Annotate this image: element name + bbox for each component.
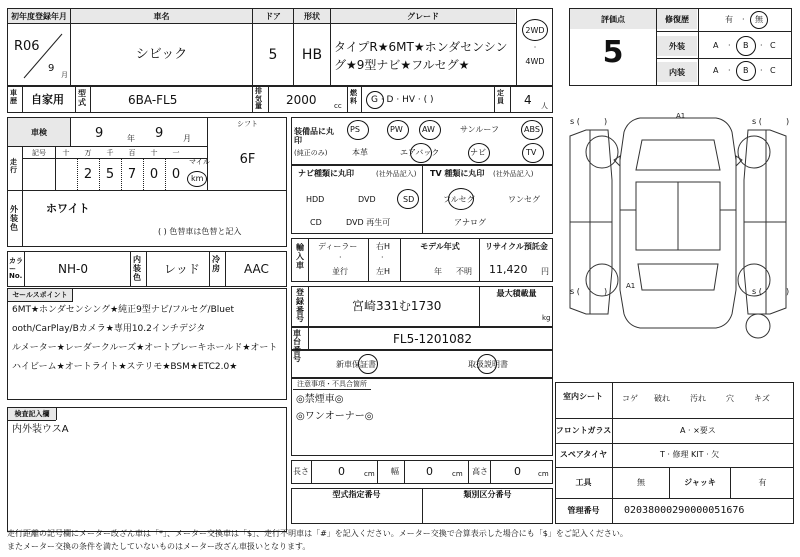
equip-item-0: PS <box>350 125 360 134</box>
model-year-label: モデル年式 <box>420 242 460 251</box>
diagram-s-mark-7: s ( <box>752 287 762 296</box>
sales-point-line-2: ルメーター★レーダークルーズ★オートブレーキホールド★オート <box>12 343 278 353</box>
first-reg-month: 9 <box>48 63 55 74</box>
shift-value: 6F <box>239 152 256 167</box>
capacity-label: 定員 <box>497 89 504 105</box>
score-value: 5 <box>602 35 624 70</box>
windshield-options: A · ×要ス <box>680 426 716 435</box>
equip-item-3: サンルーフ <box>460 125 499 134</box>
repair-yes: 有 <box>725 15 733 24</box>
navi-dvd-play: DVD 再生可 <box>346 218 391 227</box>
width-unit: cm <box>452 470 463 478</box>
exterior-b: B <box>743 41 749 50</box>
management-value: 02038000290000051676 <box>624 505 745 516</box>
navi-cd: CD <box>310 218 322 227</box>
navi-dvd: DVD <box>358 195 376 204</box>
navi-label: ナビ種類に丸印 <box>298 169 354 178</box>
seat-label: 室内シート <box>563 392 603 401</box>
recycle-value: 11,420 <box>489 263 528 276</box>
color-note: ( ) 色替車は色替と記入 <box>158 227 242 236</box>
height-unit: cm <box>538 470 549 478</box>
diagram-s-mark-3: s ( <box>752 117 762 126</box>
diagram-s-mark-8: ) <box>786 287 790 296</box>
mileage-unit-km: km <box>191 174 204 183</box>
note-line-1: ◎禁煙車◎ <box>296 394 344 405</box>
mileage-unit-1: 万 <box>84 149 92 157</box>
mileage-digit-2: 5 <box>105 167 115 182</box>
mileage-unit-3: 百 <box>128 149 136 157</box>
import-parallel: 並行 <box>332 267 348 276</box>
displacement-unit: cc <box>334 102 342 110</box>
interior-b: B <box>743 66 749 75</box>
diagram-s-mark-4: ) <box>786 117 790 126</box>
length-unit: cm <box>364 470 375 478</box>
fuel-options: G · D · HV · ( ) <box>371 95 434 105</box>
repair-no: 無 <box>755 15 763 24</box>
grade-line1: タイプR★6MT★ホンダセンシン <box>334 40 508 54</box>
use-value: 自家用 <box>31 93 64 106</box>
first-reg-header: 初年度登録年月 <box>8 9 70 23</box>
color-no-value: NH-0 <box>58 262 88 276</box>
inspector-note: 内外装ウスA <box>12 424 69 435</box>
inspection-month: 9 <box>155 126 164 141</box>
mileage-record-label: 記号 <box>32 149 46 157</box>
seat-option-0: コゲ <box>622 394 638 403</box>
windshield-label: フロントガラス <box>555 426 612 435</box>
model-year-value: 不明 <box>456 267 472 276</box>
chassis-value: FL5-1201082 <box>393 332 472 346</box>
mileage-label: 走行 <box>10 158 17 175</box>
interior-c: C <box>770 66 776 75</box>
mileage-digit-1: 2 <box>83 167 93 182</box>
inspection-year: 9 <box>95 126 104 141</box>
equip-item-1: PW <box>390 125 403 134</box>
tv-sub: (社外品記入) <box>493 170 534 178</box>
chassis-label: 車台番号 <box>293 329 301 364</box>
mileage-unit-0: 十 <box>62 149 70 157</box>
capacity-unit: 人 <box>541 102 548 110</box>
tools-value: 無 <box>637 478 645 487</box>
note-line-2: ◎ワンオーナー◎ <box>296 411 374 422</box>
inspection-year-unit: 年 <box>127 134 135 143</box>
footer-line-2: またメーター交換の条件を満たしていないものはメーター改ざん車扱いとなります。 <box>7 542 311 551</box>
mileage-unit-miles: マイル <box>189 158 210 166</box>
exterior-c: C <box>770 41 776 50</box>
exterior-label: 外装 <box>657 36 697 56</box>
car-name-value: シビック <box>135 47 188 62</box>
color-no-label: カラーNo. <box>9 257 23 281</box>
equip-item-2: AW <box>422 125 435 134</box>
mileage-unit-4: 十 <box>150 149 158 157</box>
import-left-h: 左H <box>376 267 391 276</box>
owner-manual: 取扱説明書 <box>468 360 508 369</box>
navi-sd: SD <box>403 195 415 204</box>
import-label: 輸入車 <box>296 243 304 271</box>
capacity-value: 4 <box>524 93 532 107</box>
interior-color-value: レッド <box>164 262 200 276</box>
mileage-digit-3: 7 <box>127 167 137 182</box>
ac-label: 冷房 <box>212 255 220 273</box>
displacement-label: 排気量 <box>255 87 262 111</box>
jack-value: 有 <box>758 478 767 487</box>
fuel-label: 燃料 <box>350 89 357 105</box>
sales-point-line-3: ハイビーム★オートライト★ステリモ★BSM★ETC2.0★ <box>12 362 238 372</box>
recycle-unit: 円 <box>541 267 549 276</box>
model-value: 6BA-FL5 <box>128 93 178 107</box>
inspector-header: 検査記入欄 <box>8 408 56 420</box>
type-designation-label: 型式指定番号 <box>332 490 381 499</box>
first-reg-year: R06 <box>14 39 40 54</box>
navi-sub: (社外品記入) <box>376 170 417 178</box>
height-label: 高さ <box>472 467 488 476</box>
management-label: 管理番号 <box>567 506 600 515</box>
width-label: 幅 <box>391 467 399 476</box>
car-name-header: 車名 <box>71 9 252 23</box>
seat-option-1: 破れ <box>654 394 670 403</box>
equip-item-row2-0: 本革 <box>352 148 368 157</box>
mileage-unit-5: 一 <box>172 149 180 157</box>
repair-label: 修復歴 <box>657 9 697 29</box>
equipment-label: 装備品に丸印 <box>294 127 334 146</box>
diagram-a1-left: A1 <box>626 282 636 290</box>
tv-oneseg: ワンセグ <box>508 195 540 204</box>
mileage-unit-2: 千 <box>106 149 114 157</box>
use-label: 車歴 <box>10 89 17 105</box>
mileage-digit-4: 0 <box>149 167 159 182</box>
notes-label: 注意事項・不具合箇所 <box>297 380 367 388</box>
interior-color-label: 内装色 <box>133 255 141 282</box>
equip-item-row2-1: エアバック <box>400 148 440 157</box>
diagram-s-mark-5: s ( <box>570 287 580 296</box>
equip-item-row2-3: TV <box>526 148 537 157</box>
shift-label: シフト <box>237 120 258 128</box>
drive-4wd: 4WD <box>525 57 545 66</box>
grade-header: グレード <box>331 9 515 23</box>
seat-option-2: 汚れ <box>690 394 706 403</box>
footer-line-1: 走行距離の記号欄にメーター改ざん車は「*」、メーター交換車は「$」、走行不明車は「#」を記入ください。メーター交換で合算表示した場合にも「$」をご記入ください。 <box>7 529 628 538</box>
spare-tire-options: T · 修理 KIT · 欠 <box>660 450 720 459</box>
body-header: 形状 <box>294 9 330 23</box>
tv-analog: アナログ <box>454 218 486 227</box>
drive-2wd: 2WD <box>525 26 545 35</box>
tv-fullseg: フルセグ <box>443 195 475 204</box>
inspection-month-unit: 月 <box>183 134 191 143</box>
new-car-warranty: 新車保証書 <box>336 360 376 369</box>
max-load-label: 最大積載量 <box>496 289 537 298</box>
doors-value: 5 <box>268 47 278 63</box>
seat-option-3: 穴 <box>726 394 734 403</box>
spare-tire-label: スペアタイヤ <box>559 450 608 459</box>
model-year-year: 年 <box>434 267 442 276</box>
displacement-value: 2000 <box>286 93 317 107</box>
equip-item-4: ABS <box>524 125 540 134</box>
interior-grade-label: 内装 <box>657 62 697 82</box>
jack-label: ジャッキ <box>684 478 716 487</box>
car-damage-diagram <box>560 100 796 340</box>
import-dealer: ディーラー <box>318 242 358 251</box>
registration-label: 登録番号 <box>296 288 304 324</box>
length-value: 0 <box>338 465 345 478</box>
body-value: HB <box>301 47 323 63</box>
equipment-sub: (純正のみ) <box>294 149 328 157</box>
diagram-s-mark-2: ) <box>604 117 608 126</box>
first-reg-month-unit: 月 <box>61 71 68 79</box>
category-number-label: 類別区分番号 <box>463 490 512 499</box>
diagram-s-mark-1: s ( <box>570 117 580 126</box>
seat-option-4: キズ <box>754 394 770 403</box>
equip-item-row2-2: ナビ <box>470 148 486 157</box>
interior-a: A <box>713 66 719 75</box>
height-value: 0 <box>514 465 521 478</box>
diagram-a1-top: A1 <box>676 112 686 120</box>
ac-value: AAC <box>244 262 269 276</box>
width-value: 0 <box>426 465 433 478</box>
color-value: ホワイト <box>46 202 90 215</box>
recycle-label: リサイクル預託金 <box>485 242 548 251</box>
sales-point-line-0: 6MT★ホンダセンシング★純正9型ナビ/フルセグ/Bluet <box>12 305 235 315</box>
import-right-h: 右H <box>376 242 391 251</box>
mileage-digit-5: 0 <box>171 167 181 182</box>
inspection-header: 車検 <box>8 118 70 146</box>
diagram-s-mark-6: ) <box>604 287 608 296</box>
score-header: 評価点 <box>570 9 656 29</box>
tv-label: TV 種類に丸印 <box>430 169 485 178</box>
sales-points-header: セールスポイント <box>8 289 72 301</box>
model-label: 型式 <box>78 89 86 107</box>
color-label: 外装色 <box>10 205 18 233</box>
exterior-a: A <box>713 41 719 50</box>
length-label: 長さ <box>293 467 309 476</box>
grade-line2: グ★9型ナビ★フルセグ★ <box>334 58 470 72</box>
navi-hdd: HDD <box>306 195 325 204</box>
registration-value: 宮崎331む1730 <box>352 299 442 313</box>
max-load-unit: kg <box>542 314 551 322</box>
tools-label: 工具 <box>575 478 592 487</box>
doors-header: ドア <box>253 9 293 23</box>
sales-point-line-1: ooth/CarPlay/Bカメラ★専用10.2インチデジタ <box>12 324 206 334</box>
